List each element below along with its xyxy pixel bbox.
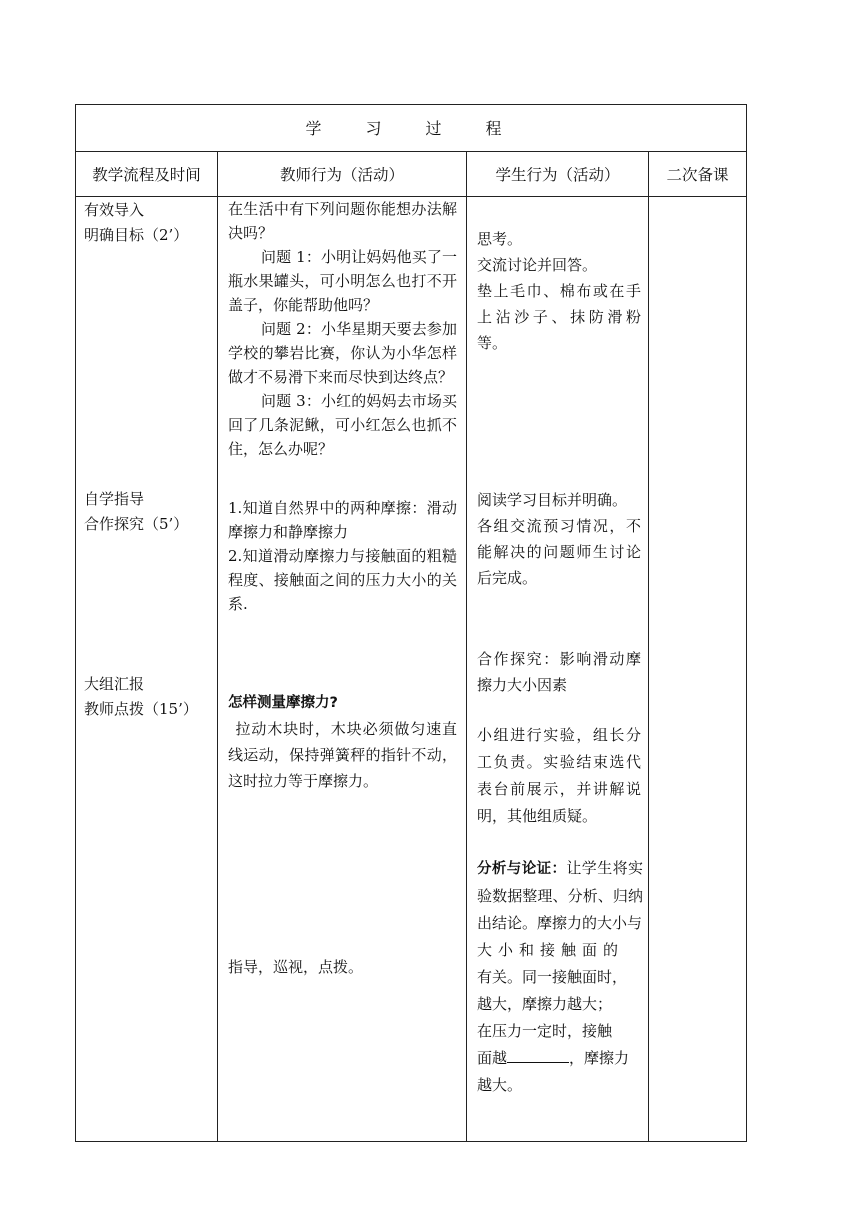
stage-self-study-line2: 合作探究（5’） — [84, 515, 189, 533]
teacher-goal-2: 2.知道滑动摩擦力与接触面的粗糙程度、接触面之间的压力大小的关系. — [228, 547, 457, 613]
student-analysis-more: 有关。同一接触面时， — [477, 968, 628, 986]
table-border-bottom — [75, 1141, 747, 1142]
student-analysis-text: 让学生将实验数据整理、分析、归纳出结论。摩擦力的大小与 — [477, 859, 643, 932]
student-read: 阅读学习目标并明确。 — [477, 491, 628, 509]
stage-self-study — [84, 487, 216, 537]
student-experiment: 小组进行实验，组长分工负责。实验结束选代表台前展示，并讲解说明，其他组质疑。 — [477, 726, 641, 825]
teacher-measure-title: 怎样测量摩擦力? — [228, 695, 338, 711]
teacher-question-1: 问题 1：小明让妈妈他买了一瓶水果罐头，可小明怎么也打不开盖子，你能帮助他吗？ — [228, 248, 457, 314]
student-analysis-end-a: 面越 — [477, 1049, 508, 1067]
student-think: 思考。 — [477, 230, 523, 248]
teacher-intro-block — [228, 197, 457, 461]
table-border-right — [746, 104, 747, 1142]
student-exchange: 各组交流预习情况，不能解决的问题师生讨论后完成。 — [477, 517, 641, 587]
stage-intro-line2: 明确目标（2’） — [84, 226, 189, 244]
column-divider-3 — [648, 151, 649, 1142]
header-second-prep: 二次备课 — [666, 166, 729, 184]
stage-report-line2: 教师点拨（15’） — [84, 700, 198, 718]
teacher-guide: 指导，巡视，点拨。 — [228, 958, 364, 976]
student-analysis-more2: 越大，摩擦力越大； — [477, 995, 613, 1013]
stage-intro — [84, 198, 216, 248]
teacher-intro: 在生活中有下列问题你能想办法解决吗？ — [228, 200, 457, 242]
column-divider-1 — [217, 151, 218, 1142]
student-analysis-mid: 大小和接触面的 — [477, 941, 625, 959]
student-analysis-end-b: ，摩擦力 — [569, 1049, 630, 1067]
student-discuss: 交流讨论并回答。 — [477, 256, 598, 274]
student-analysis-label: 分析与论证： — [477, 861, 567, 877]
answer-blank — [507, 1046, 569, 1063]
stage-intro-line1: 有效导入 — [84, 201, 145, 219]
teacher-question-2: 问题 2：小华星期天要去参加学校的攀岩比赛，你认为小华怎样做才不易滑下来而尽快到达终点？ — [228, 320, 457, 386]
teacher-question-3: 问题 3：小红的妈妈去市场买回了几条泥鳅，可小红怎么也抓不住，怎么办呢？ — [228, 392, 457, 458]
header-student-activity: 学生行为（活动） — [495, 166, 620, 184]
stage-self-study-line1: 自学指导 — [84, 490, 145, 508]
student-answer: 垫上毛巾、棉布或在手上沾沙子、抹防滑粉等。 — [477, 282, 641, 352]
header-teacher-activity: 教师行为（活动） — [279, 166, 404, 184]
student-analysis-end-c: 越大。 — [477, 1076, 523, 1094]
student-analysis-more3: 在压力一定时，接触 — [477, 1022, 613, 1040]
teacher-goals-block — [228, 496, 457, 616]
table-border-left — [75, 104, 76, 1142]
student-analysis-block — [477, 855, 643, 1099]
table-title: 学 习 过 程 — [305, 119, 516, 138]
header-flow-time: 教学流程及时间 — [92, 166, 201, 184]
student-explore: 合作探究：影响滑动摩擦力大小因素 — [477, 650, 641, 694]
student-goals-block — [477, 487, 641, 591]
student-intro-block — [477, 226, 641, 356]
column-divider-2 — [466, 151, 467, 1142]
teacher-goal-1: 1.知道自然界中的两种摩擦：滑动摩擦力和静摩擦力 — [228, 499, 457, 541]
teacher-measure-text: 拉动木块时，木块必须做匀速直线运动，保持弹簧秤的指针不动，这时拉力等于摩擦力。 — [228, 720, 457, 790]
stage-report — [84, 672, 216, 722]
stage-report-line1: 大组汇报 — [84, 675, 145, 693]
teacher-measure-block — [228, 690, 457, 794]
